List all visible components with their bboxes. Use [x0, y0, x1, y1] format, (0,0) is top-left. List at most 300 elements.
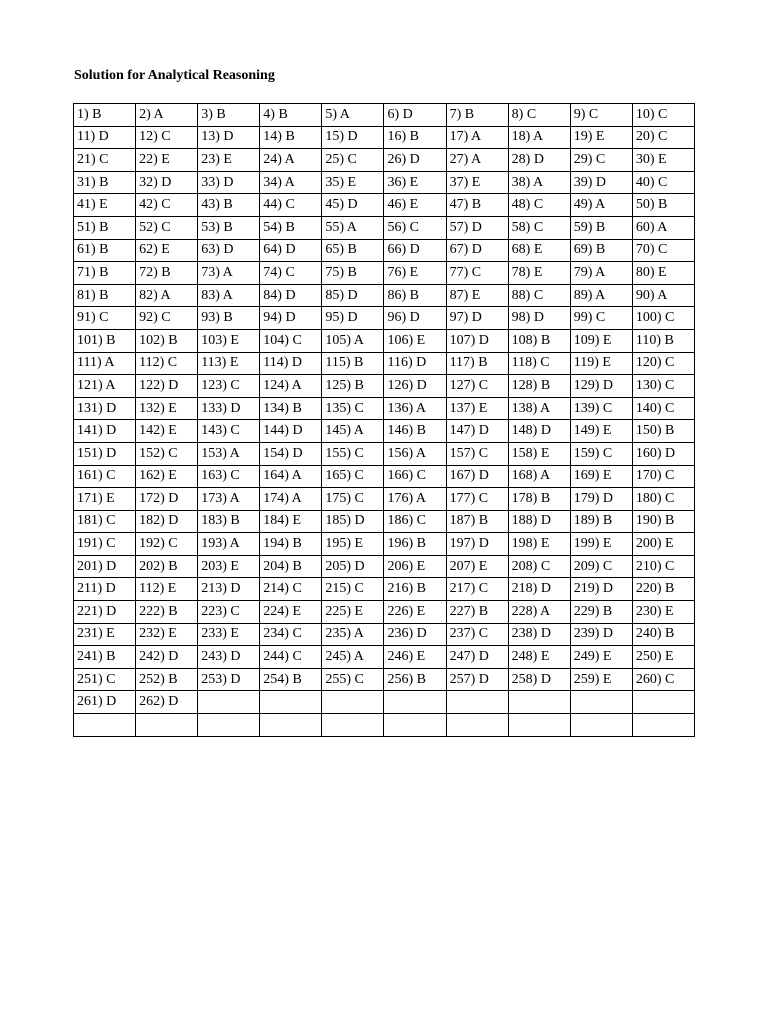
answer-cell: 208) C [508, 555, 570, 578]
answer-cell: 240) B [632, 623, 694, 646]
answer-cell: 14) B [260, 126, 322, 149]
answer-cell: 64) D [260, 239, 322, 262]
answer-cell: 215) C [322, 578, 384, 601]
answer-cell [632, 714, 694, 737]
answer-cell: 4) B [260, 104, 322, 127]
answer-cell: 122) D [136, 375, 198, 398]
answer-cell: 189) B [570, 510, 632, 533]
answer-cell: 179) D [570, 488, 632, 511]
answer-cell: 162) E [136, 465, 198, 488]
answer-cell: 254) B [260, 668, 322, 691]
answer-cell [384, 714, 446, 737]
answer-cell: 244) C [260, 646, 322, 669]
answer-cell: 51) B [74, 216, 136, 239]
answer-cell: 141) D [74, 420, 136, 443]
answer-cell: 48) C [508, 194, 570, 217]
answer-cell: 186) C [384, 510, 446, 533]
answer-cell: 57) D [446, 216, 508, 239]
answer-cell: 2) A [136, 104, 198, 127]
answer-cell: 101) B [74, 329, 136, 352]
answer-cell: 163) C [198, 465, 260, 488]
table-row [74, 194, 695, 217]
answer-cell: 126) D [384, 375, 446, 398]
answer-cell: 120) C [632, 352, 694, 375]
table-row [74, 646, 695, 669]
answer-cell: 140) C [632, 397, 694, 420]
answer-cell: 248) E [508, 646, 570, 669]
answer-cell: 80) E [632, 262, 694, 285]
answer-cell: 106) E [384, 329, 446, 352]
answer-cell: 245) A [322, 646, 384, 669]
answer-cell: 123) C [198, 375, 260, 398]
answer-cell: 172) D [136, 488, 198, 511]
answer-cell: 222) B [136, 601, 198, 624]
answer-cell: 109) E [570, 329, 632, 352]
answer-cell: 249) E [570, 646, 632, 669]
answer-cell: 105) A [322, 329, 384, 352]
answer-cell: 7) B [446, 104, 508, 127]
answer-cell: 183) B [198, 510, 260, 533]
answer-cell: 195) E [322, 533, 384, 556]
answer-cell: 130) C [632, 375, 694, 398]
table-row [74, 488, 695, 511]
answer-cell: 176) A [384, 488, 446, 511]
answer-cell: 180) C [632, 488, 694, 511]
answer-cell: 259) E [570, 668, 632, 691]
answer-cell: 218) D [508, 578, 570, 601]
answer-cell [74, 714, 136, 737]
answer-cell: 206) E [384, 555, 446, 578]
answer-cell: 113) E [198, 352, 260, 375]
answer-cell: 19) E [570, 126, 632, 149]
answer-cell: 47) B [446, 194, 508, 217]
answer-cell: 257) D [446, 668, 508, 691]
answer-cell: 28) D [508, 149, 570, 172]
answer-cell: 3) B [198, 104, 260, 127]
answer-cell: 127) C [446, 375, 508, 398]
answer-cell: 91) C [74, 307, 136, 330]
answer-cell: 63) D [198, 239, 260, 262]
answer-cell: 62) E [136, 239, 198, 262]
answer-cell: 228) A [508, 601, 570, 624]
answer-cell: 246) E [384, 646, 446, 669]
answer-cell: 262) D [136, 691, 198, 714]
answer-cell: 255) C [322, 668, 384, 691]
answer-cell: 116) D [384, 352, 446, 375]
answer-cell: 82) A [136, 284, 198, 307]
answer-cell: 184) E [260, 510, 322, 533]
answer-cell: 168) A [508, 465, 570, 488]
answer-cell: 117) B [446, 352, 508, 375]
answer-cell: 181) C [74, 510, 136, 533]
answer-cell: 211) D [74, 578, 136, 601]
answer-cell: 190) B [632, 510, 694, 533]
answer-cell: 136) A [384, 397, 446, 420]
answer-cell: 94) D [260, 307, 322, 330]
answer-cell: 182) D [136, 510, 198, 533]
answer-cell: 45) D [322, 194, 384, 217]
answer-cell: 166) C [384, 465, 446, 488]
answer-cell [508, 714, 570, 737]
answer-cell: 61) B [74, 239, 136, 262]
answer-cell: 46) E [384, 194, 446, 217]
answer-cell: 32) D [136, 171, 198, 194]
answer-cell: 85) D [322, 284, 384, 307]
answer-cell: 20) C [632, 126, 694, 149]
answer-cell: 144) D [260, 420, 322, 443]
answer-cell: 219) D [570, 578, 632, 601]
answer-cell: 157) C [446, 442, 508, 465]
table-row [74, 714, 695, 737]
answer-cell: 42) C [136, 194, 198, 217]
answer-cell: 137) E [446, 397, 508, 420]
table-row [74, 578, 695, 601]
answer-cell: 24) A [260, 149, 322, 172]
answer-cell: 1) B [74, 104, 136, 127]
answer-cell: 97) D [446, 307, 508, 330]
table-row [74, 216, 695, 239]
answer-cell: 38) A [508, 171, 570, 194]
answer-cell: 49) A [570, 194, 632, 217]
answer-cell: 142) E [136, 420, 198, 443]
answer-cell: 193) A [198, 533, 260, 556]
answer-cell: 73) A [198, 262, 260, 285]
answer-cell: 88) C [508, 284, 570, 307]
answer-cell: 185) D [322, 510, 384, 533]
answer-cell: 33) D [198, 171, 260, 194]
answer-cell: 29) C [570, 149, 632, 172]
answer-cell: 216) B [384, 578, 446, 601]
answer-cell: 52) C [136, 216, 198, 239]
answer-cell: 152) C [136, 442, 198, 465]
table-row [74, 510, 695, 533]
answer-cell: 217) C [446, 578, 508, 601]
answer-cell: 133) D [198, 397, 260, 420]
answer-cell: 128) B [508, 375, 570, 398]
answer-cell: 92) C [136, 307, 198, 330]
answer-cell: 96) D [384, 307, 446, 330]
answer-table [73, 103, 695, 737]
table-row [74, 668, 695, 691]
answer-cell: 102) B [136, 329, 198, 352]
answer-cell: 198) E [508, 533, 570, 556]
answer-cell: 230) E [632, 601, 694, 624]
answer-cell: 260) C [632, 668, 694, 691]
answer-cell: 158) E [508, 442, 570, 465]
answer-cell [446, 691, 508, 714]
answer-cell: 202) B [136, 555, 198, 578]
answer-cell: 150) B [632, 420, 694, 443]
answer-cell: 66) D [384, 239, 446, 262]
answer-cell: 205) D [322, 555, 384, 578]
answer-cell [260, 714, 322, 737]
answer-cell: 233) E [198, 623, 260, 646]
answer-cell: 241) B [74, 646, 136, 669]
answer-cell [446, 714, 508, 737]
answer-cell: 59) B [570, 216, 632, 239]
answer-table-body [74, 104, 695, 737]
table-row [74, 601, 695, 624]
answer-cell: 83) A [198, 284, 260, 307]
answer-cell: 71) B [74, 262, 136, 285]
answer-cell: 192) C [136, 533, 198, 556]
answer-cell: 223) C [198, 601, 260, 624]
answer-cell: 76) E [384, 262, 446, 285]
answer-cell: 200) E [632, 533, 694, 556]
answer-cell: 178) B [508, 488, 570, 511]
table-row [74, 239, 695, 262]
answer-cell: 196) B [384, 533, 446, 556]
answer-cell: 153) A [198, 442, 260, 465]
table-row [74, 691, 695, 714]
answer-cell: 188) D [508, 510, 570, 533]
table-row [74, 104, 695, 127]
answer-cell: 135) C [322, 397, 384, 420]
answer-cell: 44) C [260, 194, 322, 217]
answer-cell: 148) D [508, 420, 570, 443]
answer-cell: 187) B [446, 510, 508, 533]
table-row [74, 442, 695, 465]
answer-cell: 54) B [260, 216, 322, 239]
answer-cell: 160) D [632, 442, 694, 465]
answer-cell: 191) C [74, 533, 136, 556]
answer-cell: 60) A [632, 216, 694, 239]
answer-cell: 68) E [508, 239, 570, 262]
answer-cell: 138) A [508, 397, 570, 420]
answer-cell: 86) B [384, 284, 446, 307]
answer-cell: 78) E [508, 262, 570, 285]
answer-cell: 112) E [136, 578, 198, 601]
answer-cell: 210) C [632, 555, 694, 578]
answer-cell: 124) A [260, 375, 322, 398]
answer-cell: 167) D [446, 465, 508, 488]
answer-cell: 21) C [74, 149, 136, 172]
answer-cell: 26) D [384, 149, 446, 172]
table-row [74, 149, 695, 172]
answer-cell: 175) C [322, 488, 384, 511]
answer-cell: 112) C [136, 352, 198, 375]
answer-cell: 13) D [198, 126, 260, 149]
answer-cell: 171) E [74, 488, 136, 511]
answer-cell: 242) D [136, 646, 198, 669]
answer-cell: 65) B [322, 239, 384, 262]
answer-cell: 164) A [260, 465, 322, 488]
answer-cell: 235) A [322, 623, 384, 646]
answer-cell: 173) A [198, 488, 260, 511]
answer-cell: 95) D [322, 307, 384, 330]
answer-cell [384, 691, 446, 714]
answer-cell: 258) D [508, 668, 570, 691]
answer-cell: 229) B [570, 601, 632, 624]
answer-cell: 174) A [260, 488, 322, 511]
answer-cell: 154) D [260, 442, 322, 465]
answer-cell: 232) E [136, 623, 198, 646]
answer-cell: 84) D [260, 284, 322, 307]
answer-cell: 207) E [446, 555, 508, 578]
answer-cell: 159) C [570, 442, 632, 465]
answer-cell: 67) D [446, 239, 508, 262]
answer-cell: 70) C [632, 239, 694, 262]
answer-cell: 8) C [508, 104, 570, 127]
answer-cell: 17) A [446, 126, 508, 149]
answer-cell: 22) E [136, 149, 198, 172]
answer-cell: 35) E [322, 171, 384, 194]
answer-cell: 214) C [260, 578, 322, 601]
answer-cell: 234) C [260, 623, 322, 646]
answer-cell: 204) B [260, 555, 322, 578]
answer-cell: 132) E [136, 397, 198, 420]
answer-cell: 243) D [198, 646, 260, 669]
table-row [74, 352, 695, 375]
answer-cell [136, 714, 198, 737]
table-row [74, 420, 695, 443]
answer-cell: 199) E [570, 533, 632, 556]
answer-cell: 253) D [198, 668, 260, 691]
answer-cell: 139) C [570, 397, 632, 420]
answer-cell: 10) C [632, 104, 694, 127]
answer-cell: 134) B [260, 397, 322, 420]
answer-cell: 11) D [74, 126, 136, 149]
answer-cell: 100) C [632, 307, 694, 330]
answer-cell: 147) D [446, 420, 508, 443]
answer-cell: 56) C [384, 216, 446, 239]
answer-cell: 115) B [322, 352, 384, 375]
table-row [74, 533, 695, 556]
answer-cell: 203) E [198, 555, 260, 578]
answer-cell: 251) C [74, 668, 136, 691]
page-title: Solution for Analytical Reasoning [74, 68, 275, 83]
answer-cell: 194) B [260, 533, 322, 556]
answer-cell [632, 691, 694, 714]
answer-cell: 53) B [198, 216, 260, 239]
answer-cell: 108) B [508, 329, 570, 352]
answer-cell: 165) C [322, 465, 384, 488]
answer-cell: 107) D [446, 329, 508, 352]
answer-cell: 98) D [508, 307, 570, 330]
answer-cell: 87) E [446, 284, 508, 307]
answer-cell: 50) B [632, 194, 694, 217]
answer-cell: 239) D [570, 623, 632, 646]
answer-cell: 75) B [322, 262, 384, 285]
answer-cell: 39) D [570, 171, 632, 194]
answer-cell: 256) B [384, 668, 446, 691]
answer-cell: 40) C [632, 171, 694, 194]
answer-cell: 125) B [322, 375, 384, 398]
answer-cell: 131) D [74, 397, 136, 420]
answer-cell: 77) C [446, 262, 508, 285]
answer-cell: 103) E [198, 329, 260, 352]
answer-cell: 81) B [74, 284, 136, 307]
answer-cell [322, 691, 384, 714]
answer-cell: 79) A [570, 262, 632, 285]
answer-cell: 119) E [570, 352, 632, 375]
answer-cell: 209) C [570, 555, 632, 578]
answer-cell: 23) E [198, 149, 260, 172]
answer-cell: 41) E [74, 194, 136, 217]
answer-cell: 43) B [198, 194, 260, 217]
answer-cell: 90) A [632, 284, 694, 307]
answer-cell: 151) D [74, 442, 136, 465]
answer-cell: 69) B [570, 239, 632, 262]
answer-cell: 110) B [632, 329, 694, 352]
answer-cell: 89) A [570, 284, 632, 307]
answer-cell: 18) A [508, 126, 570, 149]
answer-cell: 31) B [74, 171, 136, 194]
table-row [74, 329, 695, 352]
answer-cell: 177) C [446, 488, 508, 511]
answer-cell: 27) A [446, 149, 508, 172]
answer-cell: 30) E [632, 149, 694, 172]
answer-cell [260, 691, 322, 714]
answer-cell: 16) B [384, 126, 446, 149]
answer-cell: 6) D [384, 104, 446, 127]
answer-cell: 197) D [446, 533, 508, 556]
answer-cell: 37) E [446, 171, 508, 194]
answer-cell: 111) A [74, 352, 136, 375]
table-row [74, 307, 695, 330]
answer-cell: 149) E [570, 420, 632, 443]
answer-cell: 250) E [632, 646, 694, 669]
answer-cell: 227) B [446, 601, 508, 624]
answer-cell: 213) D [198, 578, 260, 601]
answer-cell: 15) D [322, 126, 384, 149]
answer-cell: 145) A [322, 420, 384, 443]
answer-cell: 99) C [570, 307, 632, 330]
answer-cell: 155) C [322, 442, 384, 465]
table-row [74, 555, 695, 578]
answer-cell: 225) E [322, 601, 384, 624]
table-row [74, 465, 695, 488]
answer-cell: 55) A [322, 216, 384, 239]
answer-cell: 104) C [260, 329, 322, 352]
answer-cell: 129) D [570, 375, 632, 398]
table-row [74, 171, 695, 194]
answer-cell: 169) E [570, 465, 632, 488]
answer-cell: 226) E [384, 601, 446, 624]
answer-cell: 224) E [260, 601, 322, 624]
answer-cell: 36) E [384, 171, 446, 194]
table-row [74, 397, 695, 420]
answer-cell [198, 714, 260, 737]
answer-cell: 34) A [260, 171, 322, 194]
answer-cell [198, 691, 260, 714]
answer-cell [570, 714, 632, 737]
answer-cell: 237) C [446, 623, 508, 646]
answer-cell: 9) C [570, 104, 632, 127]
answer-cell: 156) A [384, 442, 446, 465]
answer-cell: 252) B [136, 668, 198, 691]
answer-cell: 114) D [260, 352, 322, 375]
answer-cell: 238) D [508, 623, 570, 646]
table-row [74, 375, 695, 398]
answer-cell: 74) C [260, 262, 322, 285]
answer-cell: 118) C [508, 352, 570, 375]
answer-cell: 72) B [136, 262, 198, 285]
answer-cell: 5) A [322, 104, 384, 127]
answer-cell: 93) B [198, 307, 260, 330]
answer-cell: 161) C [74, 465, 136, 488]
answer-cell: 143) C [198, 420, 260, 443]
table-row [74, 126, 695, 149]
answer-cell [322, 714, 384, 737]
answer-cell: 221) D [74, 601, 136, 624]
answer-cell: 261) D [74, 691, 136, 714]
answer-cell: 12) C [136, 126, 198, 149]
table-row [74, 623, 695, 646]
answer-cell: 220) B [632, 578, 694, 601]
answer-cell: 170) C [632, 465, 694, 488]
answer-cell: 247) D [446, 646, 508, 669]
